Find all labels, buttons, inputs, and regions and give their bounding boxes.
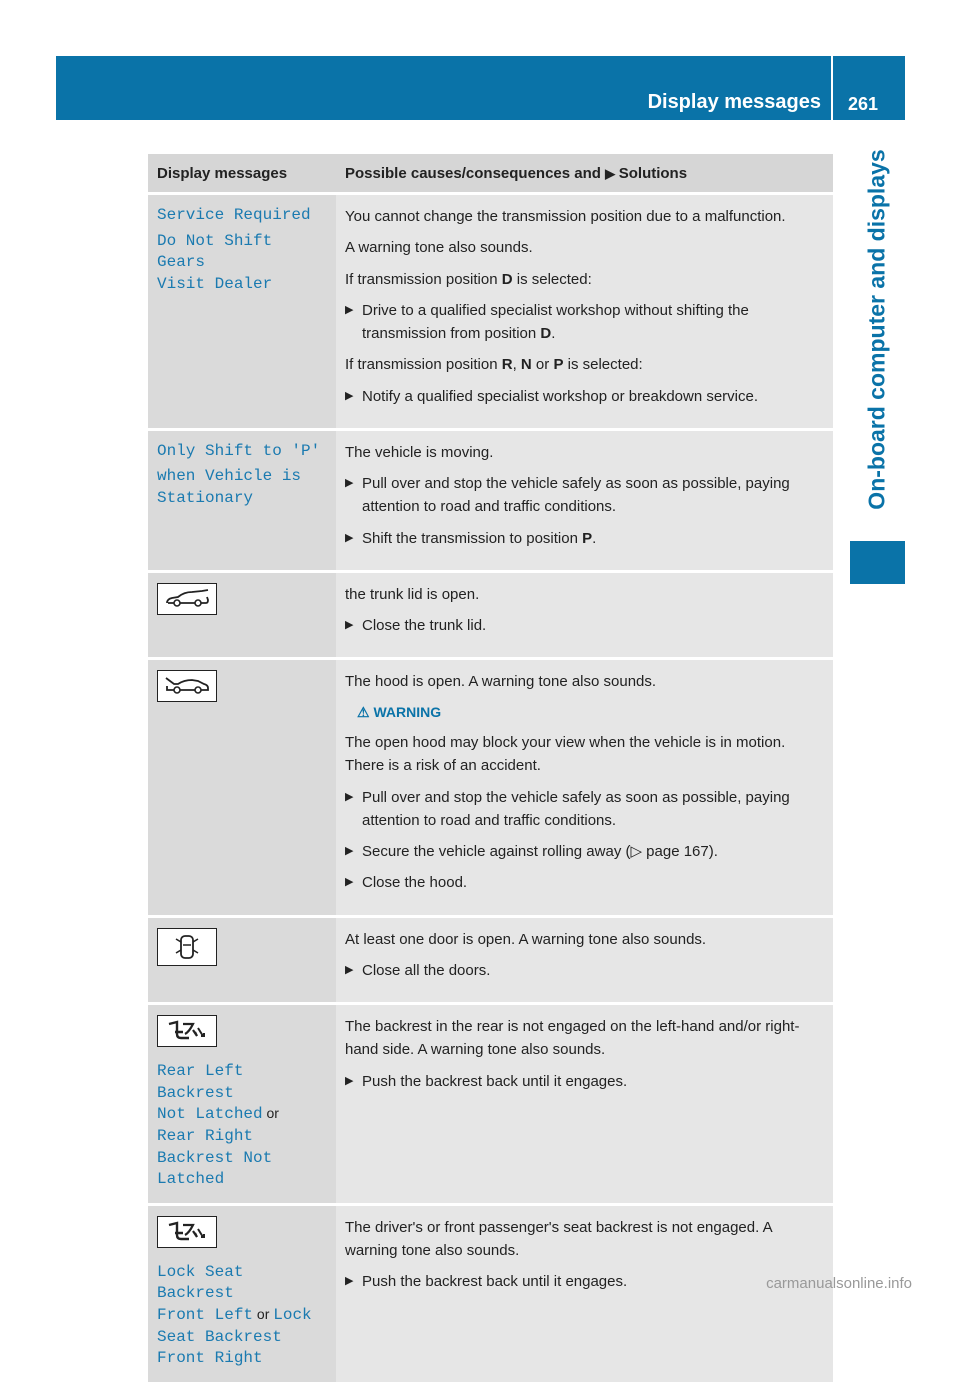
display-message-text: Do Not Shift Gears [157,231,273,272]
table-row [148,429,833,571]
message-cell [148,1204,336,1383]
solution-cell [336,1204,833,1383]
step-arrow-icon: ▶ [345,790,354,803]
message-cell [148,194,336,430]
display-message-text: Only Shift to 'P' [157,441,321,460]
seat-backrest-icon [157,1216,217,1248]
solution-step [345,385,825,408]
step-text: Pull over and stop the vehicle safely as soon as possible, paying attention to road and traffic conditions. [362,475,790,516]
step-text: Push the backrest back until it engages. [362,1072,628,1090]
display-message-text: Not Latched [157,1105,263,1124]
message-cell [148,571,336,659]
connector-text: or [262,1105,279,1122]
cause-text: At least one door is open. A warning tone also sounds. [345,930,707,948]
cause-text: The open hood may block your view when the vehicle is in motion. There is a risk of an accident. [345,734,786,775]
step-arrow-icon: ▶ [345,303,354,316]
bold-term: D [501,270,513,288]
table-row [148,659,833,916]
display-message-text: Latched [157,1170,225,1189]
solutions-arrow-icon: ▶ [605,165,619,181]
display-messages-table [148,154,833,1385]
step-text: Secure the vehicle against rolling away (▷ page 167). [362,843,718,861]
section-side-tab [850,120,905,538]
cause-text: the trunk lid is open. [345,585,480,603]
display-message-text: Service Required [157,206,311,224]
warning-heading [357,702,825,724]
step-text [362,299,825,346]
step-arrow-icon: ▶ [345,963,354,976]
section-side-marker [850,541,905,584]
warning-label: WARNING [373,703,442,720]
text-part: is selected: [512,270,592,288]
cause-text: You cannot change the transmission position due to a malfunction. [345,208,786,225]
solution-step [345,840,825,863]
header-causes: Possible causes/consequences and [345,164,601,182]
solution-cell [336,194,833,430]
display-message-text: Visit Dealer [157,274,273,293]
step-arrow-icon: ▶ [345,876,354,889]
solution-cell [336,571,833,659]
cause-text: The hood is open. A warning tone also sounds. [345,673,657,691]
watermark: carmanualsonline.info [766,1275,912,1292]
text-part: Shift the transmission to position [362,529,583,547]
step-arrow-icon: ▶ [345,389,354,402]
solution-cell [336,1004,833,1205]
solution-cell [336,916,833,1004]
solution-step [345,299,825,346]
text-part: , [512,356,521,374]
header-display-messages: Display messages [148,154,336,194]
display-message-text: when Vehicle is [157,467,302,486]
solution-step [345,1270,825,1293]
bold-term: D [540,325,552,342]
seat-backrest-icon [157,1015,217,1047]
text-part: Drive to a qualified specialist workshop without shifting the transmission from position [362,301,749,342]
display-message-text: Lock [273,1305,312,1324]
hood-open-icon [157,670,217,702]
display-message-text: Rear Right [157,1126,254,1145]
message-cell [148,916,336,1004]
cause-text: A warning tone also sounds. [345,239,533,257]
cause-text: The vehicle is moving. [345,443,494,461]
solution-step [345,614,825,637]
solution-step [345,527,825,550]
display-message-text: Rear Left Backrest [157,1062,244,1102]
text-part: is selected: [563,356,643,374]
cause-text: The driver's or front passenger's seat backrest is not engaged. A warning tone also sounds. [345,1218,772,1259]
cause-text: The backrest in the rear is not engaged on the left-hand and/or right-hand side. A warning tone also sounds. [345,1018,800,1059]
solution-step [345,786,825,833]
solution-step [345,959,825,982]
header-bar [56,56,905,120]
step-arrow-icon: ▶ [345,1074,354,1087]
display-message-text: Seat Backrest [157,1327,282,1346]
message-cell [148,659,336,916]
step-arrow-icon: ▶ [345,845,354,858]
text-part: . [592,529,597,547]
table-header-row [148,154,833,194]
step-text: Close all the doors. [362,961,491,979]
table-row [148,1204,833,1383]
display-message-text: Stationary [157,488,254,507]
page-title: Display messages [647,91,821,113]
table-row [148,194,833,430]
table-row [148,1004,833,1205]
solution-step [345,871,825,894]
message-cell [148,1004,336,1205]
connector-text: or [253,1305,274,1322]
header-divider [831,56,833,120]
cause-text [345,353,825,376]
display-message-text: Front Right [157,1349,263,1368]
bold-term: N [520,356,532,374]
step-arrow-icon: ▶ [345,1275,354,1288]
text-part: If transmission position [345,356,502,374]
solution-step [345,1070,825,1093]
solution-cell [336,659,833,916]
message-cell [148,429,336,571]
text-part: . [551,325,556,342]
step-text: Close the trunk lid. [362,617,487,634]
step-text: Notify a qualified specialist workshop or breakdown service. [362,387,759,405]
step-arrow-icon: ▶ [345,477,354,489]
cause-text [345,268,825,291]
display-message-text: Lock Seat Backrest [157,1262,244,1303]
table-body [148,194,833,1384]
step-text: Close the hood. [362,874,468,892]
solution-step [345,472,825,519]
bold-term: R [501,356,513,374]
door-open-icon [157,928,217,966]
table-row [148,571,833,659]
display-message-text: Front Left [157,1305,254,1324]
step-arrow-icon: ▶ [345,531,354,544]
section-side-tab-label: On-board computer and displays [864,148,891,510]
text-part: or [531,356,554,374]
step-arrow-icon: ▶ [345,619,354,631]
header-causes-solutions [336,154,833,194]
bold-term: P [582,529,593,547]
solution-cell [336,429,833,571]
step-text: Pull over and stop the vehicle safely as soon as possible, paying attention to road and traffic conditions. [362,788,790,829]
step-text: Push the backrest back until it engages. [362,1273,628,1291]
table-row [148,916,833,1004]
trunk-open-icon [157,583,217,615]
display-message-text: Backrest Not [157,1148,273,1167]
header-solutions: Solutions [618,164,688,182]
step-text [362,527,596,550]
page-number: 261 [847,94,878,114]
text-part: If transmission position [345,270,502,288]
warning-triangle-icon: ⚠ [357,703,374,720]
bold-term: P [553,356,564,374]
